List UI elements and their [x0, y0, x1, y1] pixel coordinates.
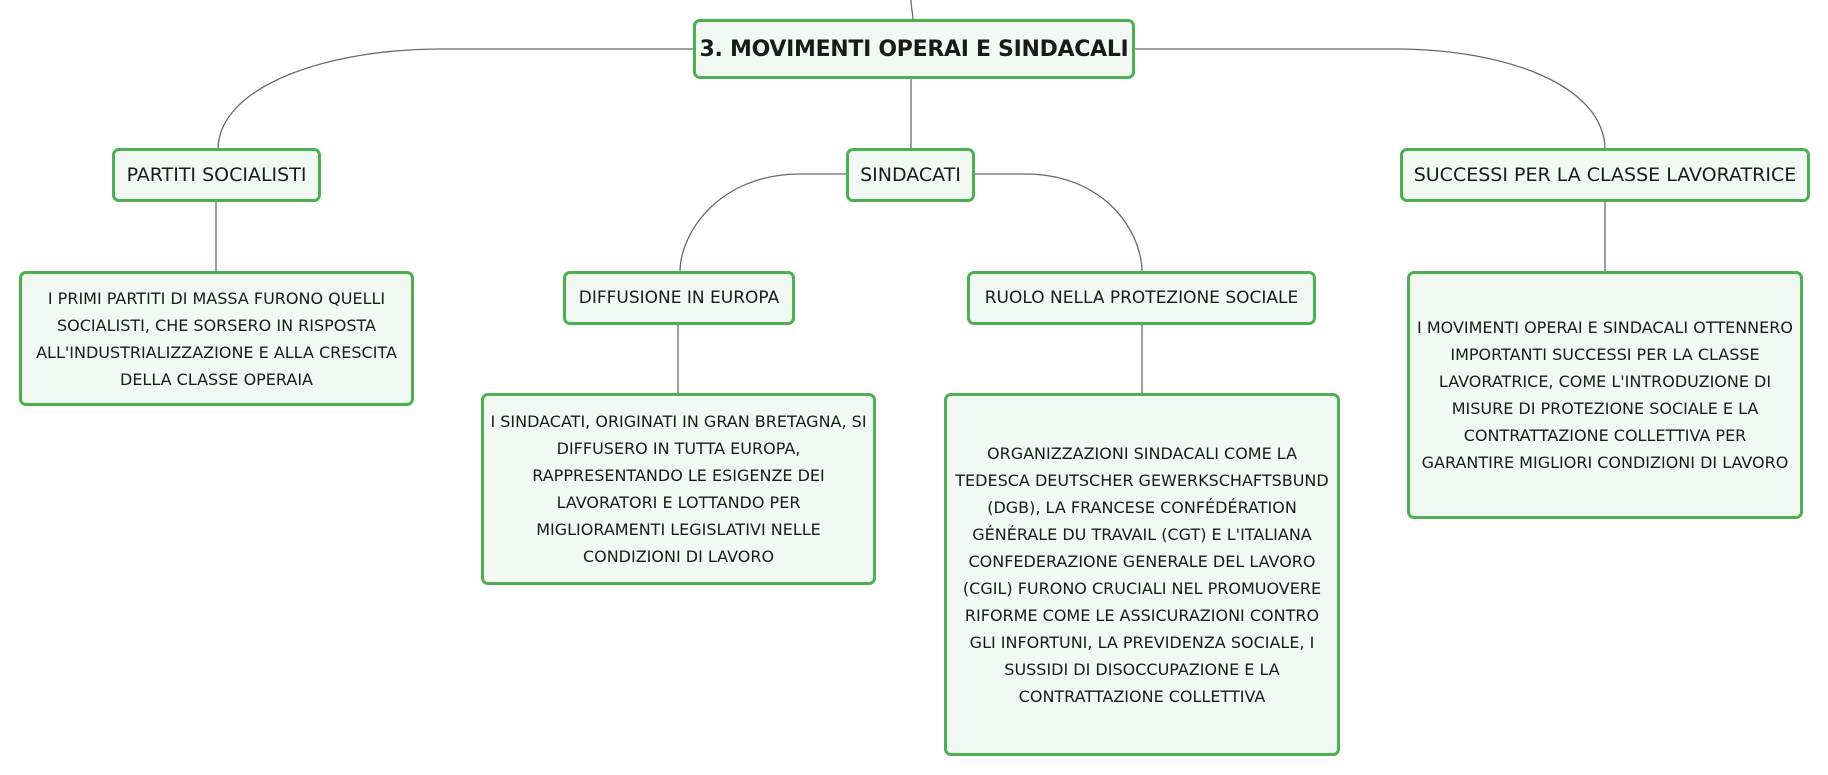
- detail-ruolo-text: ORGANIZZAZIONI SINDACALI COME LA TEDESCA DEUTSCHER GEWERKSCHAFTSBUND (DGB), LA FRANCESE CONFÉDÉRATION GÉNÉRALE DU TRAVAIL (CGT) E L'ITALIANA CONFEDERAZIONE GENERALE DEL LAVORO (CGIL) FURONO CRUCIALI NEL PROMUOVERE RIFORME COME LE ASSICURAZIONI CONTRO GLI INFORTUNI, LA PREVIDENZA SOCIALE, I SUSSIDI DI DISOCCUPAZIONE E LA CONTRATTAZIONE COLLETTIVA: [955, 443, 1329, 706]
- subtopic-diffusione-in-europa[interactable]: [563, 271, 795, 325]
- topic-successi-label: SUCCESSI PER LA CLASSE LAVORATRICE: [1413, 164, 1797, 186]
- topic-sindacati[interactable]: [846, 148, 975, 202]
- detail-successi-classe-lavoratrice[interactable]: [1407, 271, 1803, 519]
- subtopic-diffusione-label: DIFFUSIONE IN EUROPA: [578, 288, 780, 308]
- topic-partiti-socialisti[interactable]: [112, 148, 321, 202]
- connector-root-to-successi: [1133, 49, 1605, 150]
- root-topic-node[interactable]: [693, 19, 1135, 79]
- connector-sindacati-to-ruolo: [974, 174, 1142, 272]
- detail-successi-text: I MOVIMENTI OPERAI E SINDACALI OTTENNERO IMPORTANTI SUCCESSI PER LA CLASSE LAVORATRICE, COME L'INTRODUZIONE DI MISURE DI PROTEZIONE SOCIALE E LA CONTRATTAZIONE COLLETTIVA PER GARANTIRE MIGLIORI CONDIZIONI DI LAVORO: [1417, 318, 1793, 472]
- connector-parent-to-root: [911, 0, 913, 20]
- topic-sindacati-label: SINDACATI: [860, 164, 961, 186]
- topic-successi-classe-lavoratrice[interactable]: [1400, 148, 1810, 202]
- detail-partiti-socialisti-text: I PRIMI PARTITI DI MASSA FURONO QUELLI SOCIALISTI, CHE SORSERO IN RISPOSTA ALL'INDUSTRIALIZZAZIONE E ALLA CRESCITA DELLA CLASSE OPERAIA: [36, 288, 397, 389]
- detail-diffusione-text: I SINDACATI, ORIGINATI IN GRAN BRETAGNA, SI DIFFUSERO IN TUTTA EUROPA, RAPPRESENTANDO LE ESIGENZE DEI LAVORATORI E LOTTANDO PER MIGLIORAMENTI LEGISLATIVI NELLE CONDIZIONI DI LAVORO: [490, 412, 867, 566]
- root-topic-label: 3. MOVIMENTI OPERAI E SINDACALI: [699, 36, 1129, 62]
- detail-diffusione-in-europa[interactable]: [481, 393, 876, 585]
- topic-partiti-socialisti-label: PARTITI SOCIALISTI: [126, 164, 307, 186]
- connector-sindacati-to-diffusione: [680, 174, 849, 272]
- subtopic-ruolo-protezione-sociale[interactable]: [967, 271, 1316, 325]
- connector-root-to-partiti: [218, 49, 697, 150]
- detail-partiti-socialisti[interactable]: [19, 271, 414, 406]
- detail-ruolo-protezione-sociale[interactable]: [944, 393, 1340, 756]
- subtopic-ruolo-label: RUOLO NELLA PROTEZIONE SOCIALE: [984, 288, 1299, 308]
